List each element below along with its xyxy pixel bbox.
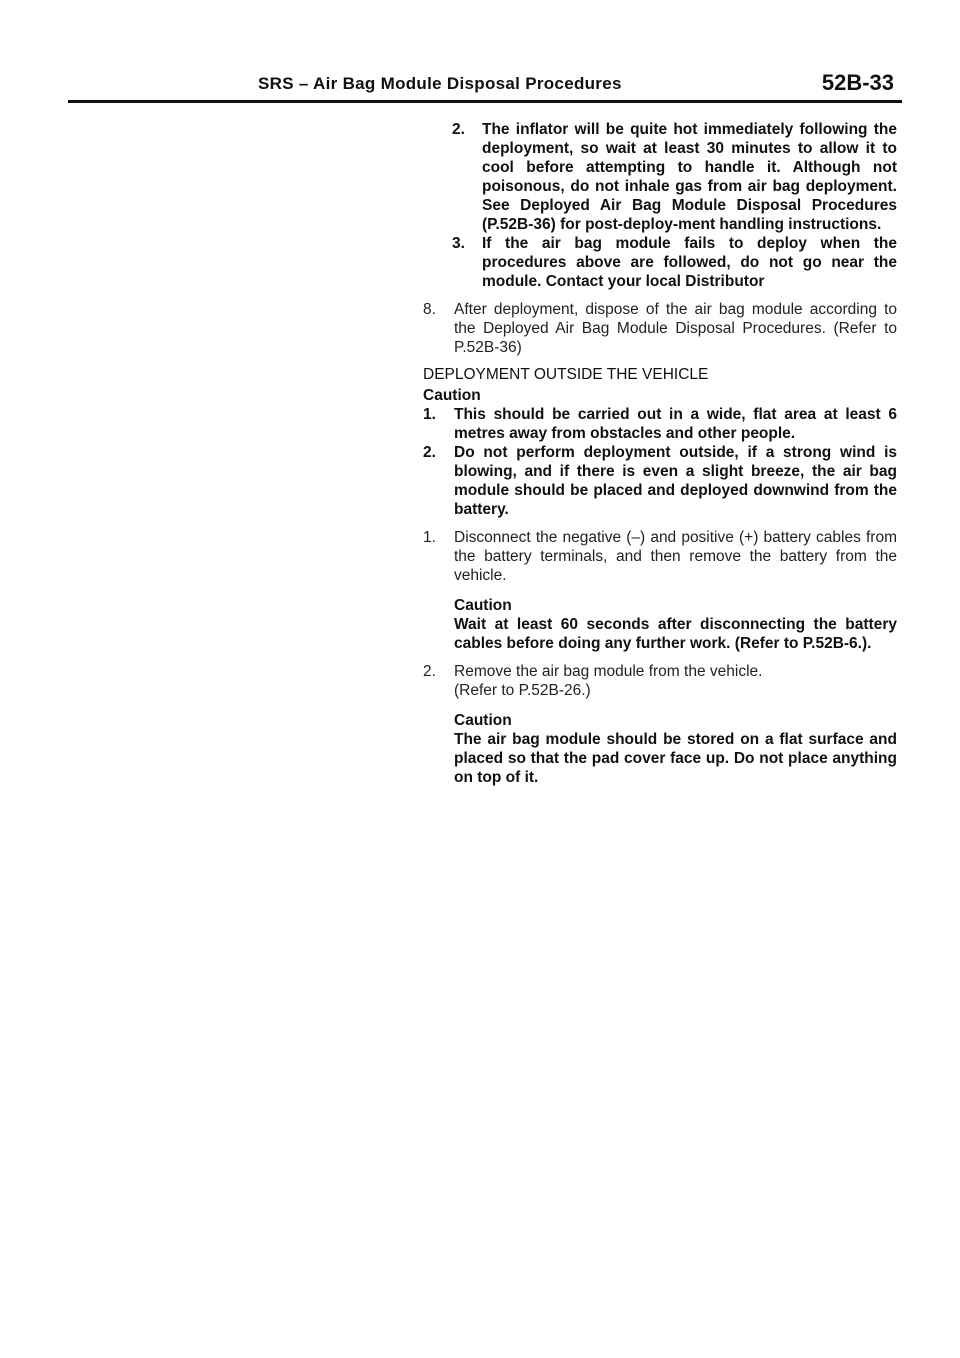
header-title: SRS – Air Bag Module Disposal Procedures (258, 74, 622, 93)
step-text: After deployment, dispose of the air bag module according to the Deployed Air Bag Module Disposal Procedures. (Refer to P.52B-36) (454, 301, 897, 356)
outside-caution-item (423, 405, 897, 443)
step-number: 2. (423, 663, 436, 680)
item-number: 2. (452, 121, 465, 138)
item-number: 3. (452, 235, 465, 252)
step-2 (423, 662, 897, 681)
caution-label: Caution (423, 387, 481, 404)
item-number: 1. (423, 406, 436, 423)
item-text: The inflator will be quite hot immediately following the deployment, so wait at least 30 minutes to allow it to cool before attempting to handle it. Although not poisonous, do not inhale gas from air bag deployment. See Deployed Air Bag Module Disposal Procedures (P.52B-36) for post-deploy-ment handling instructions. (482, 121, 897, 233)
continued-caution-item (423, 234, 897, 291)
step-1-caution-text: Wait at least 60 seconds after disconnecting the battery cables before doing any further work. (Refer to P.52B-6.). (454, 616, 897, 652)
step-number: 1. (423, 529, 436, 546)
outside-caution-item (423, 443, 897, 519)
step-2-caution-label: Caution (454, 712, 512, 729)
header-rule (68, 100, 902, 103)
step-text: Remove the air bag module from the vehicle. (454, 663, 763, 680)
item-text: This should be carried out in a wide, flat area at least 6 metres away from obstacles and other people. (454, 406, 897, 442)
step-2-caution-text: The air bag module should be stored on a flat surface and placed so that the pad cover face up. Do not place anything on top of it. (454, 731, 897, 786)
step-8 (423, 300, 897, 357)
step-2-reference: (Refer to P.52B-26.) (454, 682, 591, 699)
step-1-caution-label: Caution (454, 597, 512, 614)
outside-caution-list (423, 405, 897, 519)
item-text: Do not perform deployment outside, if a strong wind is blowing, and if there is even a slight breeze, the air bag module should be placed and deployed downwind from the battery. (454, 444, 897, 518)
continued-caution-item (423, 120, 897, 234)
page-number: 52B-33 (821, 70, 894, 95)
step-text: Disconnect the negative (–) and positive (+) battery cables from the battery terminals, and then remove the battery from the vehicle. (454, 529, 897, 584)
item-text: If the air bag module fails to deploy when the procedures above are followed, do not go near the module. Contact your local Distributor (482, 235, 897, 290)
step-1 (423, 528, 897, 585)
page-content (423, 120, 897, 787)
item-number: 2. (423, 444, 436, 461)
section-heading: DEPLOYMENT OUTSIDE THE VEHICLE (423, 366, 709, 383)
page-header (68, 70, 900, 100)
continued-caution-list (423, 120, 897, 291)
step-number: 8. (423, 301, 436, 318)
